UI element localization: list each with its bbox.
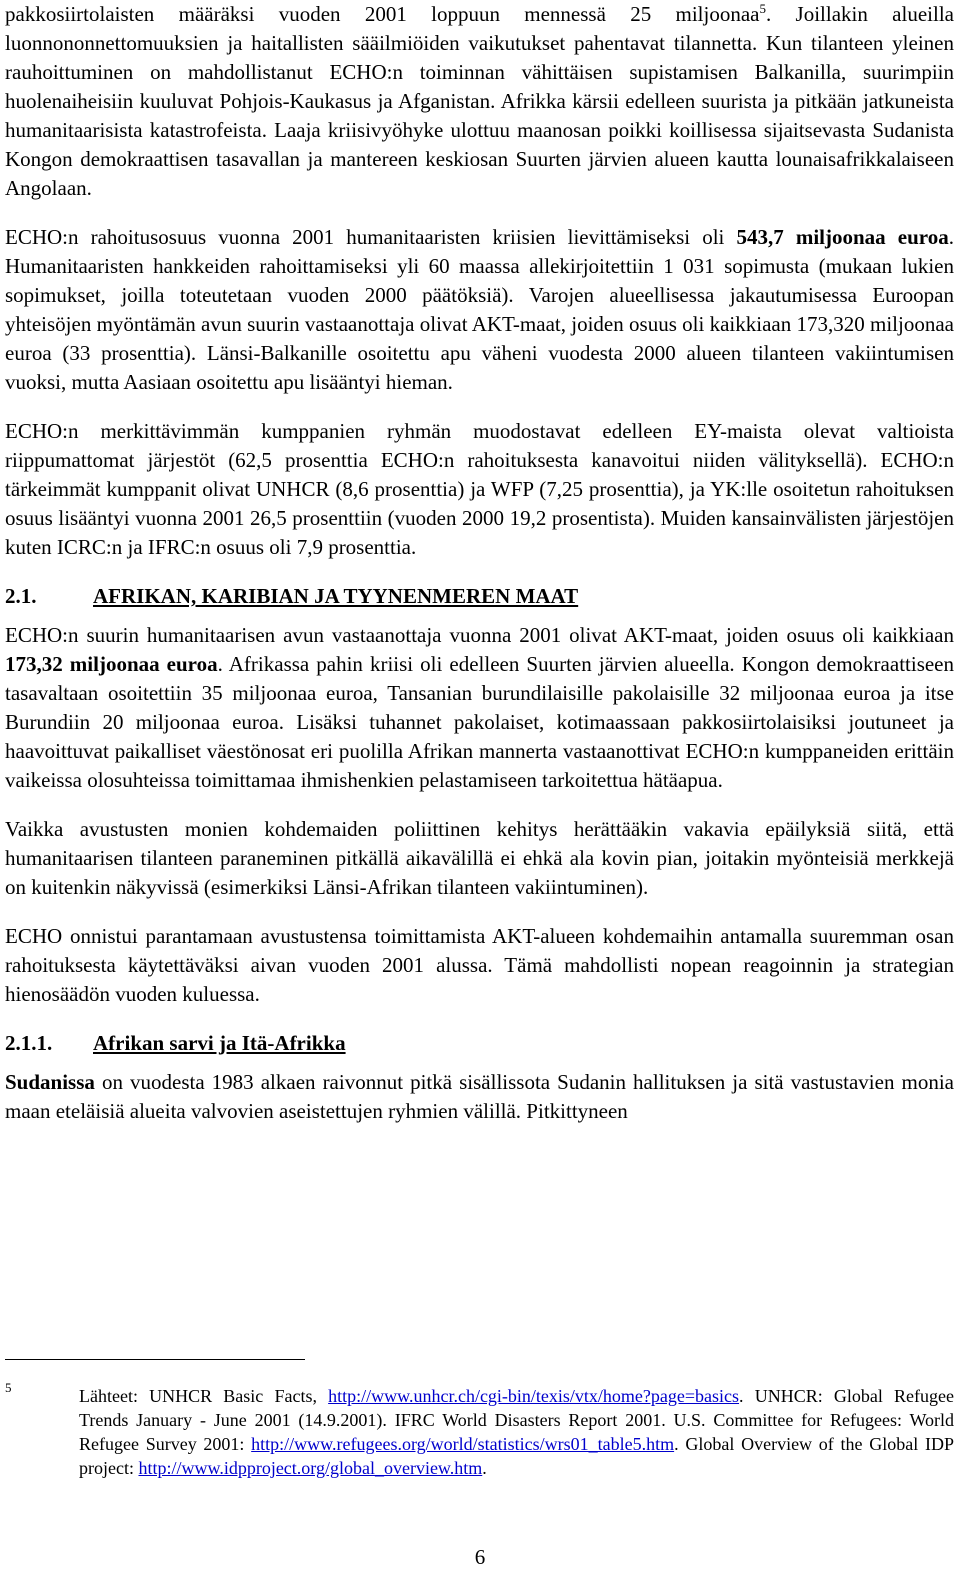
paragraph-4-text-a: ECHO:n suurin humanitaarisen avun vastaanottaja vuonna 2001 olivat AKT-maat, joiden osuus oli kaikkiaan — [5, 623, 954, 647]
footnote-mark: 5 — [5, 1380, 12, 1395]
page-number: 6 — [474, 1545, 486, 1569]
paragraph-7 — [5, 1068, 954, 1126]
paragraph-3: ECHO:n merkittävimmän kumppanien ryhmän muodostavat edelleen EY-maista olevat valtioista riippumattomat järjestöt (62,5 prosenttia ECHO:n rahoituksesta kanavoitui niiden välityksellä). ECHO:n tärkeimmät kumppanit olivat UNHCR (8,6 prosenttia) ja WFP (7,25 prosenttia), ja YK:lle osoitetun rahoituksen osuus lisääntyi vuonna 2001 26,5 prosenttiin (vuoden 2000 19,2 prosentista). Muiden kansainvälisten järjestöjen kuten ICRC:n ja IFRC:n osuus oli 7,9 prosenttia. — [5, 419, 954, 559]
section-title: AFRIKAN, KARIBIAN JA TYYNENMEREN MAAT — [93, 584, 579, 608]
unhcr-link[interactable]: http://www.unhcr.ch/cgi-bin/texis/vtx/home?page=basics — [328, 1386, 740, 1406]
paragraph-4 — [5, 621, 954, 795]
paragraph-1 — [5, 0, 954, 203]
document-page — [5, 0, 954, 1126]
footnote-text-2: . UNHCR: Global Refugee Trends January - June 2001 (14.9.2001). IFRC World Disasters Report 2001. U.S. Committee for Refugees: World Refugee Survey 2001: — [79, 1386, 954, 1454]
paragraph-7-text: on vuodesta 1983 alkaen raivonnut pitkä sisällissota Sudanin hallituksen ja sitä vastustavien monia maan eteläisiä alueita valvovien aseistettujen ryhmien välillä. Pitkittyneen — [5, 1070, 954, 1123]
paragraph-5: Vaikka avustusten monien kohdemaiden poliittinen kehitys herättääkin vakavia epäilyksiä siitä, että humanitaarisen tilanteen paraneminen pitkällä aikavälillä ei ehkä ala kovin pian, joitakin myönteisiä merkkejä on kuitenkin näkyvissä (esimerkiksi Länsi-Afrikan tilanteen vakiintuminen). — [5, 817, 954, 899]
footnote — [5, 1380, 954, 1480]
section-heading-2-1-1 — [5, 1029, 954, 1058]
idpproject-link[interactable]: http://www.idpproject.org/global_overview.htm — [138, 1458, 483, 1478]
footnote-reference[interactable]: 5 — [759, 1, 766, 16]
footnote-text-3: . Global Overview of the Global IDP project: — [79, 1434, 954, 1478]
footnote-text-1: Lähteet: UNHCR Basic Facts, — [79, 1386, 329, 1406]
paragraph-4-text-b: . Afrikassa pahin kriisi oli edelleen Suurten järvien alueella. Kongon demokraattiseen tasavaltaan osoitettiin 35 miljoonaa euroa, Tansanian burundilaisille pakolaisille 32 miljoonaa euroa ja itse Burundiin 20 miljoonaa euroa. Lisäksi tuhannet pakolaiset, kotimaassaan pakkosiirtolaisiksi joutuneet ja haavoittuvat paikalliset väestönosat eri puolilla Afrikan mannerta vastaanottivat ECHO:n kumppaneiden erittäin vaikeissa olosuhteissa toimittamaa ihmishenkien pelastamiseen tarkoitettua hätäapua. — [5, 652, 955, 792]
paragraph-4-bold-amount: 173,32 miljoonaa euroa — [5, 652, 218, 676]
paragraph-1-text-b: . Joillakin alueilla luonnononnettomuuksien ja haitallisten sääilmiöiden vaikutukset pahentavat tilannetta. Kun tilanteen yleinen rauhoittuminen on mahdollistanut ECHO:n toiminnan vähittäisen supistamisen Balkanilla, suurimpiin huolenaiheisiin kuuluvat Pohjois-Kaukasus ja Afganistan. Afrikka kärsii edelleen suurista ja pitkään jatkuneista humanitaarisista katastrofeista. Laaja kriisivyöhyke ulottuu maanosan poikki koillisessa sijaitsevasta Sudanista Kongon demokraattisen tasavallan ja mantereen keskiosan Suurten järvien alueen kautta lounaisafrikkalaiseen Angolaan. — [5, 2, 954, 200]
paragraph-7-bold-country: Sudanissa — [5, 1070, 95, 1094]
paragraph-6: ECHO onnistui parantamaan avustustensa toimittamista AKT-alueen kohdemaihin antamalla suuremman osan rahoituksesta käytettäväksi aivan vuoden 2001 alussa. Tämä mahdollisti nopean reagoinnin ja strategian hienosäädön vuoden kuluessa. — [5, 924, 954, 1006]
paragraph-2-bold-amount: 543,7 miljoonaa euroa — [736, 225, 949, 249]
subsection-number: 2.1.1. — [5, 1031, 53, 1055]
refugees-link[interactable]: http://www.refugees.org/world/statistics/wrs01_table5.htm — [251, 1434, 675, 1454]
paragraph-2-text-b: . Humanitaaristen hankkeiden rahoittamiseksi yli 60 maassa allekirjoitettiin 1 031 sopimusta (mukaan lukien sopimukset, joilla toteutetaan vuoden 2000 päätöksiä). Varojen alueellisessa jakautumisessa Euroopan yhteisöjen myöntämän avun suurin vastaanottaja olivat AKT-maat, joiden osuus oli kaikkiaan 173,320 miljoonaa euroa (33 prosenttia). Länsi-Balkanille osoitettu apu väheni vuodesta 2000 alueen tilanteen vakiintumisen vuoksi, mutta Aasiaan osoitettu apu lisääntyi hieman. — [5, 225, 954, 394]
footnote-separator — [5, 1359, 305, 1360]
paragraph-2 — [5, 223, 954, 397]
footnote-text-4: . — [482, 1458, 487, 1478]
paragraph-2-text-a: ECHO:n rahoitusosuus vuonna 2001 humanitaaristen kriisien lievittämiseksi oli — [5, 225, 737, 249]
footnote-text — [79, 1380, 954, 1480]
section-number: 2.1. — [5, 584, 37, 608]
section-heading-2-1 — [5, 582, 954, 611]
subsection-title: Afrikan sarvi ja Itä-Afrikka — [93, 1031, 346, 1055]
paragraph-1-text-a: pakkosiirtolaisten määräksi vuoden 2001 loppuun mennessä 25 miljoonaa — [5, 2, 760, 26]
